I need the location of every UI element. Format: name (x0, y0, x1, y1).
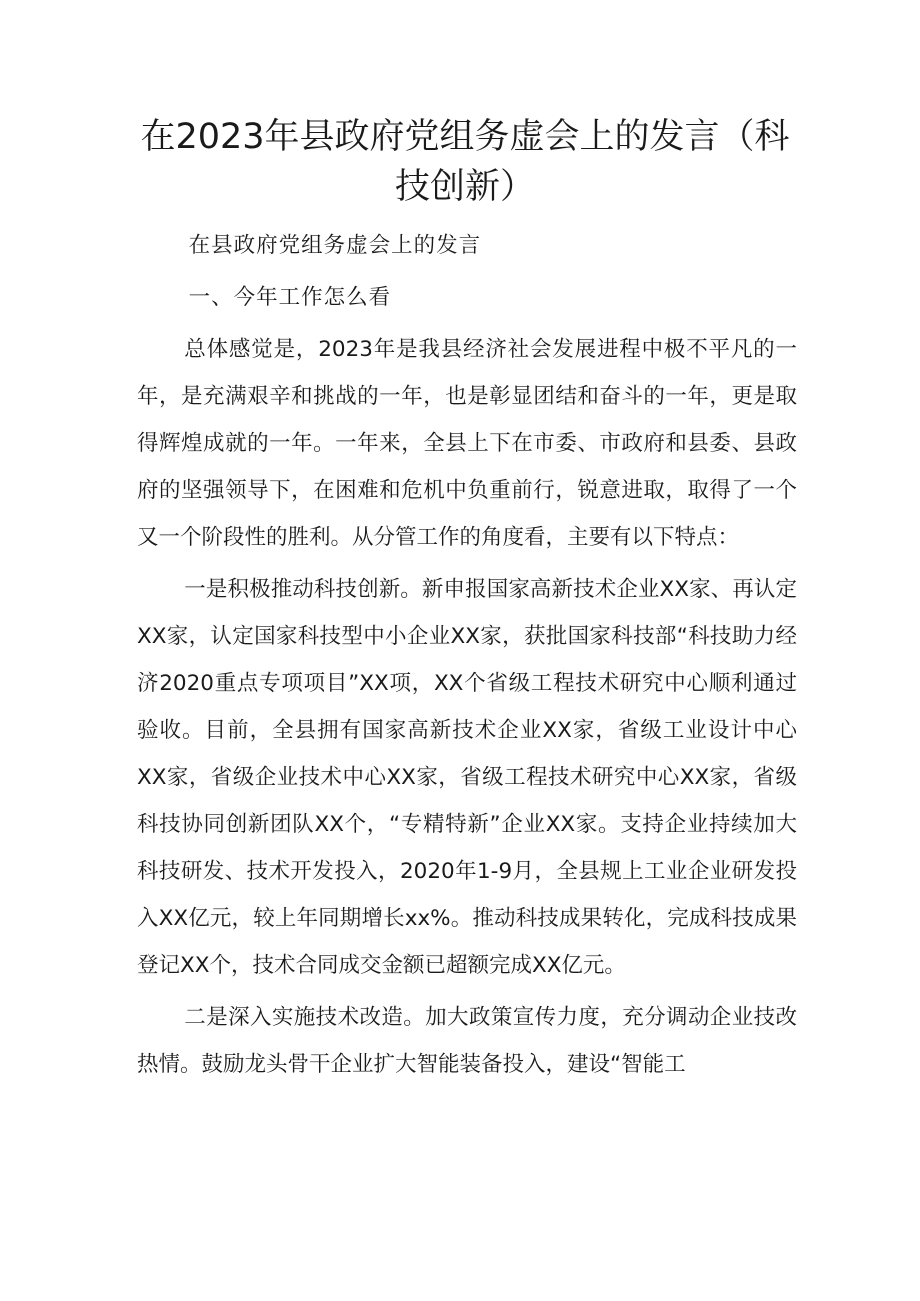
document-subtitle: 在县政府党组务虚会上的发言 (188, 233, 482, 258)
section-heading: 一、今年工作怎么看 (188, 285, 392, 310)
paragraph-tech-upgrade: 二是深入实施技术改造。加大政策宣传力度，充分调动企业技改热情。鼓励龙头骨干企业扩大智能装备投入，建设“智能工 (137, 1005, 797, 1077)
document-title: 在2023年县政府党组务虚会上的发言（科技创新） (140, 117, 790, 207)
document-body (137, 222, 797, 1093)
paragraph-tech-innovation: 一是积极推动科技创新。新申报国家高新技术企业XX家、再认定XX家，认定国家科技型中小企业XX家，获批国家科技部“科技助力经济2020重点专项项目”XX项，XX个省级工程技术研究中心顺利通过验收。目前，全县拥有国家高新技术企业XX家，省级工业设计中心XX家，省级企业技术中心XX家，省级工程技术研究中心XX家，省级科技协同创新团队XX个，“专精特新”企业XX家。支持企业持续加大科技研发、技术开发投入，2020年1-9月，全县规上工业企业研发投入XX亿元，较上年同期增长xx%。推动科技成果转化，完成科技成果登记XX个，技术合同成交金额已超额完成XX亿元。 (137, 577, 797, 978)
paragraph-overview: 总体感觉是，2023年是我县经济社会发展进程中极不平凡的一年，是充满艰辛和挑战的一年，也是彰显团结和奋斗的一年，更是取得辉煌成就的一年。一年来，全县上下在市委、市政府和县委、县政府的坚强领导下，在困难和危机中负重前行，锐意进取，取得了一个又一个阶段性的胜利。从分管工作的角度看，主要有以下特点： (137, 337, 797, 550)
